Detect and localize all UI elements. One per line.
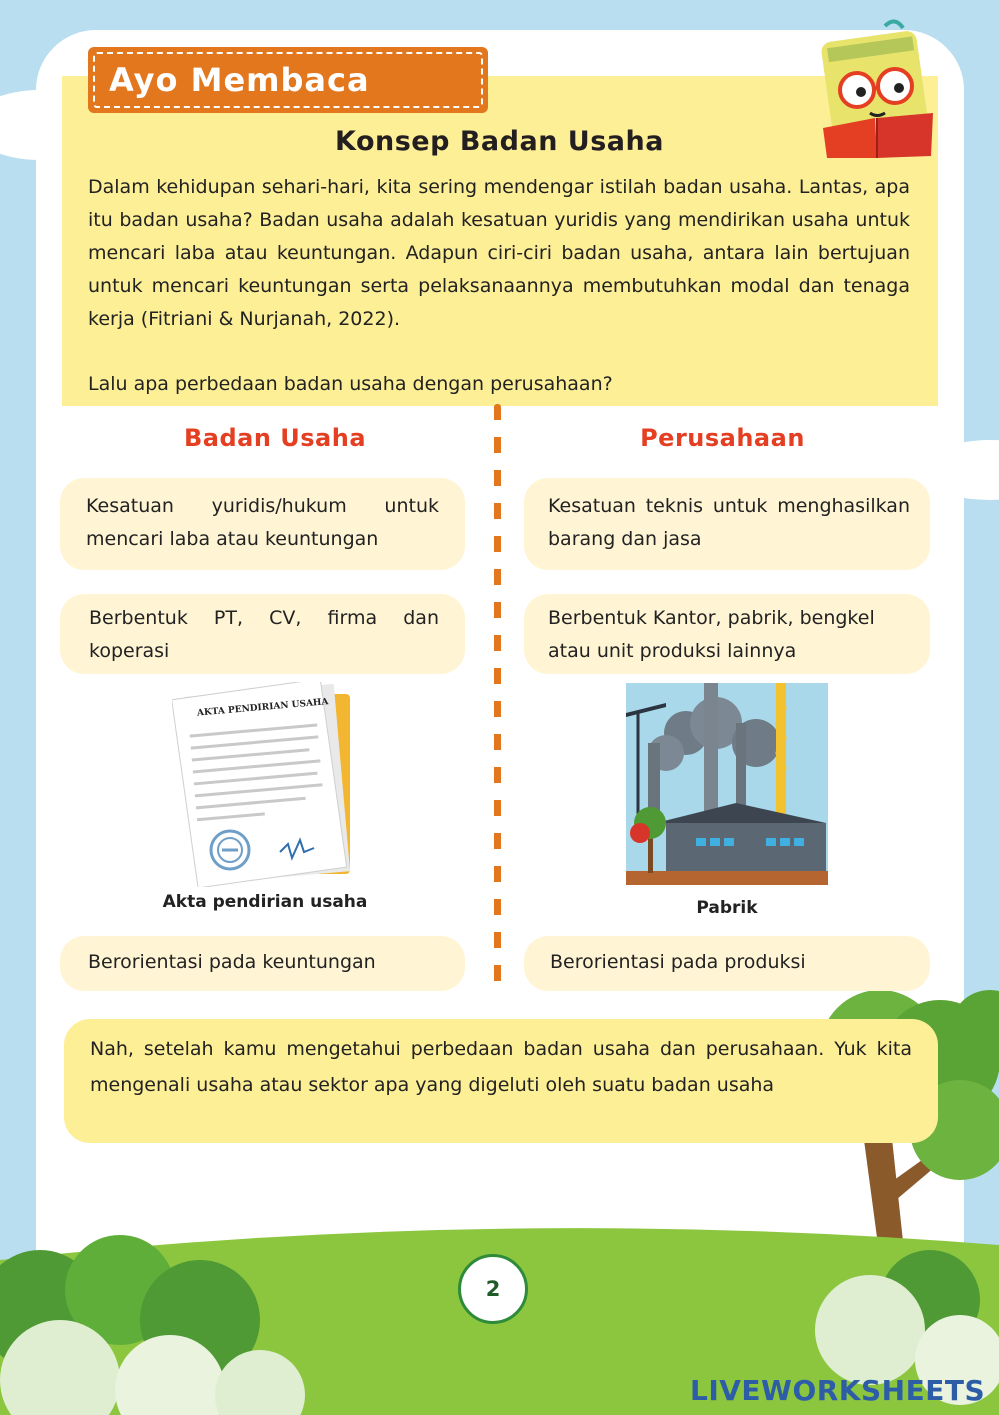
card-badan-usaha-orientation <box>60 936 465 991</box>
card-text: Berbentuk PT, CV, firma dan koperasi <box>89 607 439 662</box>
card-perusahaan-definition <box>524 478 930 570</box>
card-text: Kesatuan teknis untuk menghasilkan barang dan jasa <box>548 495 910 550</box>
card-text: Kesatuan yuridis/hukum untuk mencari laba atau keuntungan <box>86 495 439 550</box>
card-badan-usaha-forms <box>60 594 465 674</box>
document-illustration <box>172 682 362 887</box>
liveworksheets-logo[interactable]: LIVEWORKSHEETS <box>690 1374 986 1407</box>
intro-question: Lalu apa perbedaan badan usaha dengan perusahaan? <box>88 373 613 395</box>
section-banner <box>88 47 488 113</box>
heading-badan-usaha: Badan Usaha <box>183 424 367 452</box>
caption-pabrik: Pabrik <box>696 898 758 918</box>
column-divider <box>494 404 501 992</box>
caption-akta: Akta pendirian usaha <box>162 892 368 912</box>
banner-label: Ayo Membaca <box>93 52 483 108</box>
card-perusahaan-forms <box>524 594 930 674</box>
document-title: AKTA PENDIRIAN USAHA <box>196 697 329 719</box>
bush <box>815 1275 925 1385</box>
closing-note <box>64 1019 938 1143</box>
page-number: 2 <box>458 1254 528 1324</box>
heading-perusahaan: Perusahaan <box>640 424 805 452</box>
card-badan-usaha-definition <box>60 478 465 570</box>
card-text: Berorientasi pada produksi <box>550 951 806 973</box>
card-perusahaan-orientation <box>524 936 930 991</box>
factory-illustration <box>626 683 828 885</box>
card-text: Berorientasi pada keuntungan <box>88 951 376 973</box>
intro-paragraph: Dalam kehidupan sehari-hari, kita sering mendengar istilah badan usaha. Lantas, apa itu badan usaha? Badan usaha adalah kesatuan yuridis yang mendirikan usaha untuk mencari laba atau keuntungan. Adapun ciri-ciri badan usaha, antara lain bertujuan untuk mencari keuntungan serta pelaksanaannya membutuhkan modal dan tenaga kerja (Fitriani & Nurjanah, 2022). <box>88 176 910 330</box>
closing-text: Nah, setelah kamu mengetahui perbedaan badan usaha dan perusahaan. Yuk kita mengenali usaha atau sektor apa yang digeluti oleh suatu badan usaha <box>90 1038 912 1096</box>
card-text: Berbentuk Kantor, pabrik, bengkel atau unit produksi lainnya <box>548 607 875 662</box>
page-title: Konsep Badan Usaha <box>335 126 664 157</box>
